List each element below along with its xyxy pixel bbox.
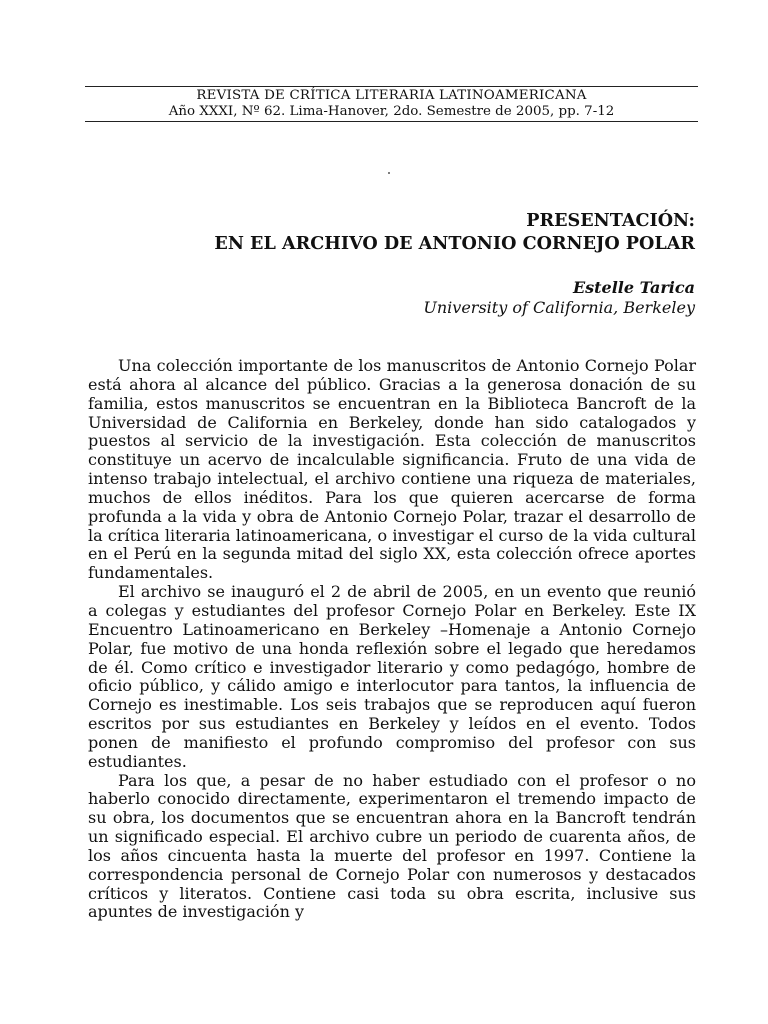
journal-title: REVISTA DE CRÍTICA LITERARIA LATINOAMERICANA [196,88,587,103]
header-rule-bottom [85,121,698,122]
article-body [88,357,696,922]
header-rule-top [85,86,698,87]
author-affiliation: University of California, Berkeley [423,298,695,317]
body-paragraph-3: Para los que, a pesar de no haber estudiado con el profesor o no haberlo conocido directamente, experimentaron el tremendo impacto de su obra, los documentos que se encuentran ahora en la Bancroft tendrán un significado especial. El archivo cubre un periodo de cuarenta años, de los años cincuenta hasta la muerte del profesor en 1997. Contiene la correspondencia personal de Cornejo Polar con numerosos y destacados críticos y literatos. Contiene casi toda su obra escrita, inclusive sus apuntes de investigación y [88,770,696,922]
issue-info: Año XXXI, Nº 62. Lima-Hanover, 2do. Semestre de 2005, pp. 7-12 [168,104,615,119]
body-paragraph-1: Una colección importante de los manuscritos de Antonio Cornejo Polar está ahora al alcance del público. Gracias a la generosa donación de su familia, estos manuscritos se encuentran en la Biblioteca Bancroft de la Universidad de California en Berkeley, donde han sido catalogados y puestos al servicio de la investigación. Esta colección de manuscritos constituye un acervo de incalculable significancia. Fruto de una vida de intenso trabajo intelectual, el archivo contiene una riqueza de materiales, muchos de ellos inéditos. Para los que quieren acercarse de forma profunda a la vida y obra de Antonio Cornejo Polar, trazar el desarrollo de la crítica literaria latinoamericana, o investigar el curso de la vida cultural en el Perú en la segunda mitad del siglo XX, esta colección ofrece aportes fundamentales. [88,356,696,583]
author-name: Estelle Tarica [572,278,695,297]
article-title-line-2: EN EL ARCHIVO DE ANTONIO CORNEJO POLAR [214,233,695,254]
body-paragraph-2: El archivo se inauguró el 2 de abril de 2005, en un evento que reunió a colegas y estudiantes del profesor Cornejo Polar en Berkeley. Este IX Encuentro Latinoamericano en Berkeley –Homenaje a Antonio Cornejo Polar, fue motivo de una honda reflexión sobre el legado que heredamos de él. Como crítico e investigador literario y como pedagógo, hombre de oficio público, y cálido amigo e interlocutor para tantos, la influencia de Cornejo es inestimable. Los seis trabajos que se reproducen aquí fueron escritos por sus estudiantes en Berkeley y leídos en el evento. Todos ponen de manifiesto el profundo compromiso del profesor con sus estudiantes. [88,582,696,771]
article-title [85,209,695,255]
author-block [85,278,695,318]
page-speck [388,172,390,174]
article-title-line-1: PRESENTACIÓN: [526,210,695,231]
